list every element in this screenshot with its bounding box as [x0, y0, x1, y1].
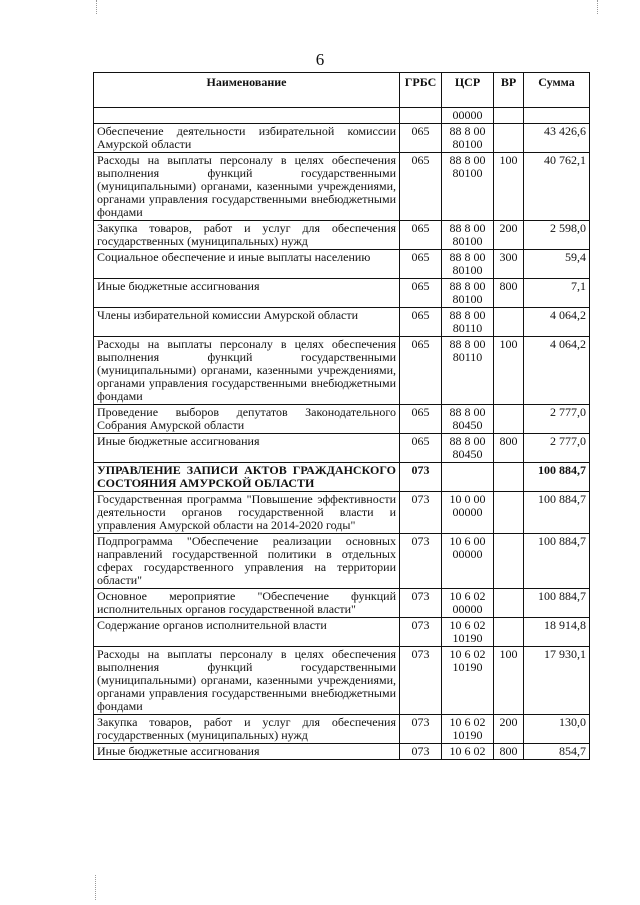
table-row [94, 492, 590, 534]
scan-edge-mark [95, 875, 97, 900]
cell-csr: 88 8 00 80100 [442, 279, 494, 308]
cell-name: Члены избирательной комиссии Амурской области [94, 308, 400, 337]
cell-grbs: 065 [400, 279, 442, 308]
table-row [94, 153, 590, 221]
cell-name: Расходы на выплаты персоналу в целях обеспечения выполнения функций государственными (муниципальными) органами, казенными учреждениями, органами управления государственными внебюджетными фондами [94, 647, 400, 715]
table-row [94, 405, 590, 434]
cell-vr [494, 463, 524, 492]
cell-name: Иные бюджетные ассигнования [94, 279, 400, 308]
cell-csr: 88 8 00 80450 [442, 405, 494, 434]
table-row [94, 250, 590, 279]
cell-grbs: 073 [400, 534, 442, 589]
table-row [94, 124, 590, 153]
table-row [94, 434, 590, 463]
cell-sum: 17 930,1 [524, 647, 590, 715]
cell-sum: 2 777,0 [524, 405, 590, 434]
cell-grbs: 065 [400, 308, 442, 337]
table-row [94, 337, 590, 405]
cell-vr: 800 [494, 744, 524, 760]
cell-csr: 10 0 00 00000 [442, 492, 494, 534]
cell-csr: 10 6 02 10190 [442, 618, 494, 647]
cell-grbs: 065 [400, 434, 442, 463]
cell-sum: 130,0 [524, 715, 590, 744]
cell-name: Подпрограмма "Обеспечение реализации основных направлений государственной политики в отдельных сферах государственного управления на территории области" [94, 534, 400, 589]
cell-name: Закупка товаров, работ и услуг для обеспечения государственных (муниципальных) нужд [94, 715, 400, 744]
cell-grbs: 065 [400, 153, 442, 221]
header-grbs: ГРБС [400, 73, 442, 108]
cell-name: Проведение выборов депутатов Законодательного Собрания Амурской области [94, 405, 400, 434]
table-row [94, 534, 590, 589]
cell-sum: 854,7 [524, 744, 590, 760]
cell-sum: 100 884,7 [524, 492, 590, 534]
table-row [94, 647, 590, 715]
cell-name: Расходы на выплаты персоналу в целях обеспечения выполнения функций государственными (муниципальными) органами, казенными учреждениями, органами управления государственными внебюджетными фондами [94, 337, 400, 405]
cell-csr: 10 6 02 00000 [442, 589, 494, 618]
cell-vr [494, 405, 524, 434]
cell-csr: 10 6 00 00000 [442, 534, 494, 589]
cell-csr: 88 8 00 80100 [442, 250, 494, 279]
header-csr: ЦСР [442, 73, 494, 108]
cell-csr: 88 8 00 80110 [442, 337, 494, 405]
table-row [94, 463, 590, 492]
cell-grbs [400, 108, 442, 124]
cell-name: Основное мероприятие "Обеспечение функций исполнительных органов государственной власти" [94, 589, 400, 618]
table-row [94, 589, 590, 618]
table-row [94, 108, 590, 124]
header-name: Наименование [94, 73, 400, 108]
cell-grbs: 073 [400, 744, 442, 760]
cell-sum [524, 108, 590, 124]
cell-grbs: 065 [400, 405, 442, 434]
cell-grbs: 073 [400, 463, 442, 492]
cell-sum: 4 064,2 [524, 308, 590, 337]
cell-name: Иные бюджетные ассигнования [94, 744, 400, 760]
budget-table [93, 72, 590, 760]
cell-csr: 88 8 00 80100 [442, 153, 494, 221]
table-row [94, 618, 590, 647]
cell-name [94, 108, 400, 124]
table-header-row [94, 73, 590, 108]
page-number: 6 [315, 50, 325, 69]
table-row [94, 221, 590, 250]
cell-vr: 800 [494, 279, 524, 308]
cell-grbs: 073 [400, 618, 442, 647]
scan-edge-mark [96, 0, 98, 14]
cell-csr: 88 8 00 80110 [442, 308, 494, 337]
cell-sum: 2 777,0 [524, 434, 590, 463]
cell-sum: 100 884,7 [524, 589, 590, 618]
cell-name: Закупка товаров, работ и услуг для обеспечения государственных (муниципальных) нужд [94, 221, 400, 250]
header-vr: ВР [494, 73, 524, 108]
cell-csr: 88 8 00 80100 [442, 124, 494, 153]
cell-vr [494, 108, 524, 124]
cell-csr [442, 463, 494, 492]
cell-sum: 18 914,8 [524, 618, 590, 647]
cell-grbs: 073 [400, 589, 442, 618]
cell-name: Иные бюджетные ассигнования [94, 434, 400, 463]
header-sum: Сумма [524, 73, 590, 108]
cell-vr [494, 618, 524, 647]
cell-grbs: 073 [400, 715, 442, 744]
cell-sum: 4 064,2 [524, 337, 590, 405]
cell-name: Государственная программа "Повышение эффективности деятельности органов государственной власти и управления Амурской области на 2014-2020 годы" [94, 492, 400, 534]
table-row [94, 744, 590, 760]
cell-csr: 10 6 02 10190 [442, 647, 494, 715]
cell-csr: 00000 [442, 108, 494, 124]
cell-vr: 100 [494, 337, 524, 405]
table-row [94, 279, 590, 308]
cell-name: Содержание органов исполнительной власти [94, 618, 400, 647]
cell-vr [494, 308, 524, 337]
cell-grbs: 065 [400, 124, 442, 153]
cell-vr: 800 [494, 434, 524, 463]
scan-edge-mark [597, 0, 599, 14]
cell-vr: 100 [494, 153, 524, 221]
cell-csr: 10 6 02 10190 [442, 715, 494, 744]
cell-vr: 100 [494, 647, 524, 715]
cell-vr: 300 [494, 250, 524, 279]
cell-vr: 200 [494, 221, 524, 250]
cell-sum: 43 426,6 [524, 124, 590, 153]
cell-vr: 200 [494, 715, 524, 744]
cell-sum: 59,4 [524, 250, 590, 279]
cell-sum: 100 884,7 [524, 534, 590, 589]
cell-grbs: 073 [400, 647, 442, 715]
cell-grbs: 073 [400, 492, 442, 534]
cell-csr: 10 6 02 [442, 744, 494, 760]
cell-name: УПРАВЛЕНИЕ ЗАПИСИ АКТОВ ГРАЖДАНСКОГО СОСТОЯНИЯ АМУРСКОЙ ОБЛАСТИ [94, 463, 400, 492]
cell-name: Социальное обеспечение и иные выплаты населению [94, 250, 400, 279]
cell-csr: 88 8 00 80100 [442, 221, 494, 250]
cell-sum: 40 762,1 [524, 153, 590, 221]
cell-sum: 2 598,0 [524, 221, 590, 250]
cell-sum: 7,1 [524, 279, 590, 308]
cell-grbs: 065 [400, 250, 442, 279]
cell-name: Расходы на выплаты персоналу в целях обеспечения выполнения функций государственными (муниципальными) органами, казенными учреждениями, органами управления государственными внебюджетными фондами [94, 153, 400, 221]
cell-vr [494, 124, 524, 153]
cell-sum: 100 884,7 [524, 463, 590, 492]
cell-vr [494, 589, 524, 618]
cell-vr [494, 534, 524, 589]
table-body [94, 108, 590, 760]
table-row [94, 715, 590, 744]
cell-name: Обеспечение деятельности избирательной комиссии Амурской области [94, 124, 400, 153]
table-row [94, 308, 590, 337]
cell-grbs: 065 [400, 221, 442, 250]
cell-grbs: 065 [400, 337, 442, 405]
cell-csr: 88 8 00 80450 [442, 434, 494, 463]
cell-vr [494, 492, 524, 534]
